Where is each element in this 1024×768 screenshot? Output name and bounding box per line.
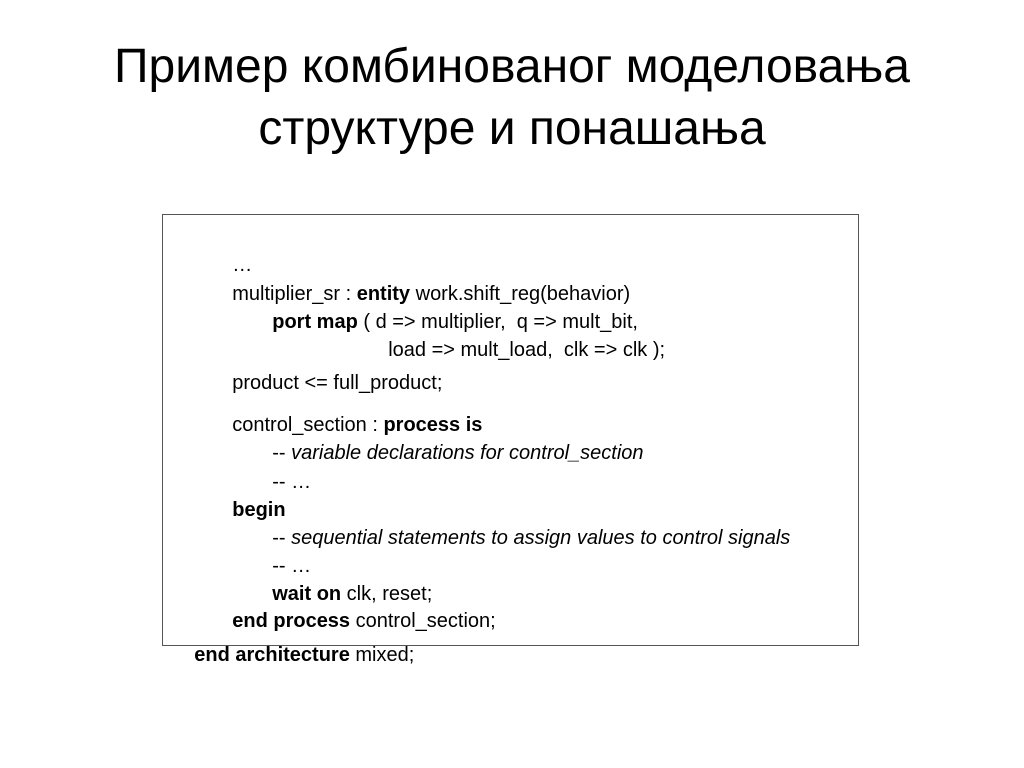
code-line-end-architecture: end architecture mixed;: [194, 644, 415, 666]
code-listing-box: [162, 214, 859, 666]
slide-title-line-2: структуре и понашања: [258, 102, 766, 155]
code-line-comment-sequential: -- sequential statements to assign values to control signals: [272, 527, 791, 549]
keyword-process-is: process is: [383, 414, 483, 436]
code-line-comment-ellipsis-1: -- …: [272, 471, 312, 493]
code-line-product: product <= full_product;: [232, 372, 443, 394]
code-line-end-process: end process control_section;: [232, 610, 496, 632]
code-comment: variable declarations for control_section: [291, 442, 644, 464]
keyword-begin: begin: [232, 499, 286, 521]
code-line-port-map-cont: load => mult_load, clk => clk );: [388, 339, 666, 361]
keyword-port-map: port map: [272, 311, 358, 333]
keyword-end-process: end process: [232, 610, 351, 632]
code-line-comment-ellipsis-2: -- …: [272, 555, 312, 577]
slide-title-line-1: Пример комбинованог моделовања: [114, 40, 910, 93]
keyword-entity: entity: [356, 283, 411, 305]
code-comment: sequential statements to assign values to control signals: [291, 527, 791, 549]
keyword-end-architecture: end architecture: [194, 644, 350, 666]
keyword-wait-on: wait on: [272, 583, 342, 605]
code-line-ellipsis: …: [232, 254, 253, 276]
code-line-wait-on: wait on clk, reset;: [272, 583, 433, 605]
code-line-port-map: port map ( d => multiplier, q => mult_bit,: [272, 311, 638, 333]
code-line-control-section: control_section : process is: [232, 414, 483, 436]
code-line-multiplier-sr: multiplier_sr : entity work.shift_reg(behavior): [232, 283, 631, 305]
code-line-comment-variables: -- variable declarations for control_section: [272, 442, 644, 464]
slide-title: [0, 36, 1024, 160]
